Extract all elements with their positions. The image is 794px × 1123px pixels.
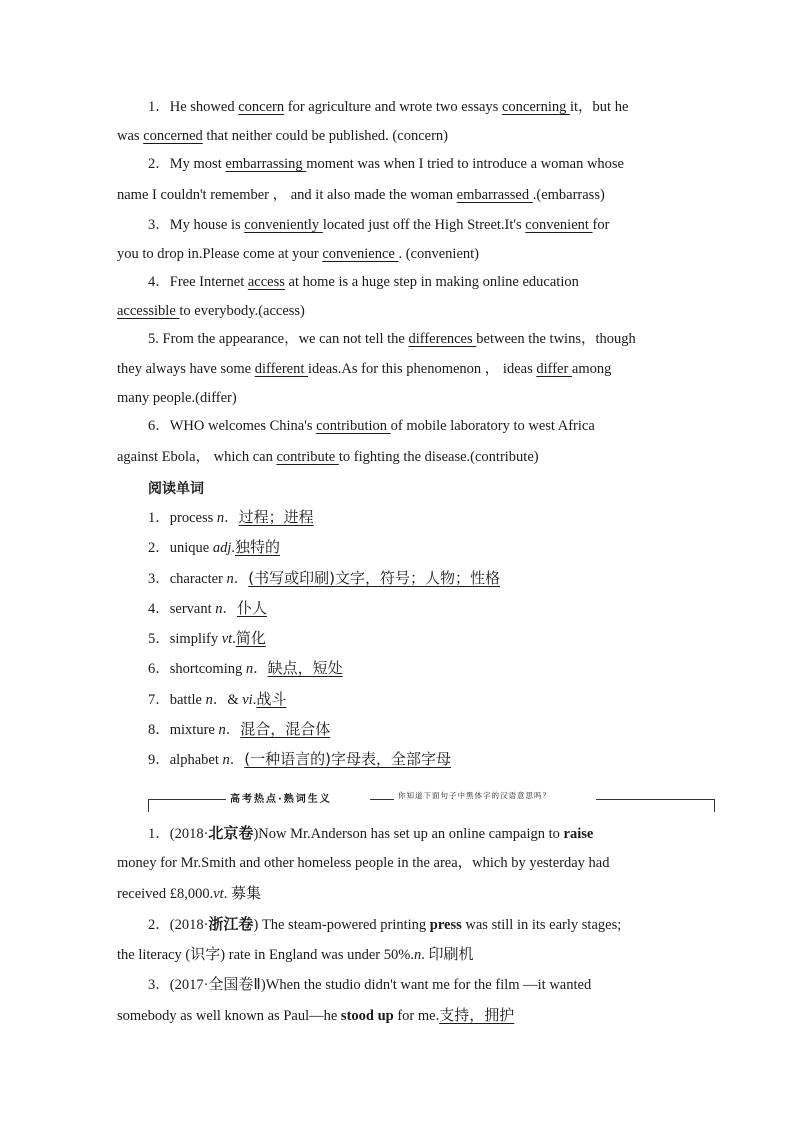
- hot-topic-banner: [148, 788, 714, 814]
- q2-line2: name I couldn't remember ， and it also made the woman embarrassed .(embarrass): [117, 187, 605, 203]
- vocab-sep: ．&: [212, 692, 243, 708]
- vocab-pos: n: [215, 601, 223, 617]
- s2-q2-line2: the literacy (识字) rate in England was under 50%.n. 印刷机: [117, 945, 474, 963]
- vocab-meaning: 独特的: [235, 538, 281, 556]
- answer-blank: different: [254, 361, 308, 377]
- banner-hint: 你知道下面句子中黑体字的汉语意思吗？: [398, 791, 551, 800]
- answer-blank: accessible: [117, 303, 180, 319]
- answer-blank: embarrassing: [225, 156, 307, 172]
- s2-q1-line1: 1．(2018·北京卷)Now Mr.Anderson has set up an online campaign to raise: [148, 824, 594, 842]
- answer-blank: conveniently: [244, 217, 323, 233]
- meaning: 印刷机: [428, 945, 474, 963]
- vocab-item: [148, 719, 330, 740]
- vocab-word: simplify: [169, 631, 222, 647]
- vocab-sep: ．: [253, 661, 268, 677]
- vocab-word: unique: [169, 540, 213, 556]
- vocab-pos: n: [216, 510, 225, 526]
- q6-line2: against Ebola， which can contribute to fighting the disease.(contribute): [117, 449, 539, 465]
- answer-blank: contribute: [276, 449, 339, 465]
- vocab-pos: n: [226, 571, 234, 587]
- vocab-word: shortcoming: [169, 661, 246, 677]
- vocab-number: 4．: [148, 601, 170, 617]
- banner-title: 高考热点·熟词生义: [230, 794, 332, 805]
- vocab-number: 8．: [148, 722, 170, 738]
- q4-line1: 4．Free Internet access at home is a huge step in making online education: [148, 274, 579, 290]
- banner-rule-left: [154, 799, 226, 800]
- vocab-item: [148, 628, 266, 649]
- s2-q1-line3: received £8,000.vt. 募集: [117, 884, 261, 902]
- vocab-pos: adj: [212, 540, 232, 556]
- vocab-sep: ．: [233, 571, 249, 587]
- banner-corner-left: [148, 799, 155, 812]
- source-label: 浙江卷: [208, 915, 254, 933]
- vocab-number: 2．: [148, 540, 170, 556]
- vocab-item: [148, 689, 286, 710]
- answer-blank: embarrassed: [456, 187, 533, 203]
- vocab-item: [148, 598, 267, 619]
- vocab-item: [148, 507, 314, 528]
- vocab-pos: n: [218, 722, 226, 738]
- answer-blank: access: [247, 274, 285, 290]
- s2-q3-line2: somebody as well known as Paul—he stood up for me.支持，拥护: [117, 1006, 515, 1024]
- vocab-meaning: 过程；进程: [238, 508, 314, 526]
- vocab-pos: vi: [242, 692, 253, 708]
- answer-blank: convenient: [525, 217, 593, 233]
- vocab-sep: .: [231, 540, 235, 556]
- vocab-sep: .: [252, 692, 257, 708]
- q6-line1: 6．WHO welcomes China's contribution of mobile laboratory to west Africa: [148, 418, 595, 434]
- vocab-sep: ．: [222, 601, 237, 617]
- q5-line2: they always have some different ideas.As for this phenomenon ， ideas differ among: [117, 361, 612, 377]
- answer-blank: concern: [238, 99, 285, 115]
- vocab-pos: vt: [221, 631, 233, 647]
- vocab-number: 6．: [148, 661, 170, 677]
- answer-blank: convenience: [322, 246, 399, 262]
- vocab-word: character: [169, 571, 227, 587]
- q5-line3: many people.(differ): [117, 390, 237, 406]
- vocab-sep: ．: [225, 722, 241, 738]
- q1-line1: 1．He showed concern for agriculture and wrote two essays concerning it，but he: [148, 99, 629, 115]
- q5-line1: 5. From the appearance，we can not tell the differences between the twins，though: [148, 331, 636, 347]
- vocab-sep: ．: [229, 752, 245, 768]
- q3-line1: 3．My house is conveniently located just off the High Street.It's convenient for: [148, 217, 610, 233]
- vocab-pos: n: [245, 661, 254, 677]
- vocab-item: [148, 658, 343, 679]
- vocab-meaning: (书写或印刷)文字，符号；人物；性格: [248, 569, 500, 587]
- vocab-item: [148, 568, 500, 589]
- keyword: raise: [563, 826, 594, 842]
- s2-q3-line1: 3．(2017·全国卷Ⅱ)When the studio didn't want me for the film —it wanted: [148, 975, 592, 993]
- vocab-pos: n: [222, 752, 230, 768]
- vocab-word: battle: [169, 692, 206, 708]
- answer-blank: contribution: [316, 418, 391, 434]
- source-label: 北京卷: [208, 824, 254, 842]
- answer-blank: differ: [536, 361, 572, 377]
- vocab-meaning: 战斗: [256, 690, 287, 708]
- answer-blank: concerned: [143, 128, 203, 144]
- answer-blank: concerning: [501, 99, 570, 115]
- banner-corner-right: [708, 799, 715, 812]
- vocab-word: alphabet: [169, 752, 223, 768]
- banner-rule-mid: [370, 799, 394, 800]
- s2-q1-line2: money for Mr.Smith and other homeless people in the area，which by yesterday had: [117, 855, 610, 871]
- vocab-pos: n: [205, 692, 213, 708]
- vocab-sep: .: [232, 631, 236, 647]
- answer-blank: differences: [408, 331, 477, 347]
- source-label: 全国卷Ⅱ: [208, 975, 261, 993]
- q4-line2: accessible to everybody.(access): [117, 303, 305, 319]
- vocab-meaning: 缺点，短处: [267, 659, 343, 677]
- s2-q2-line1: 2．(2018·浙江卷) The steam-powered printing press was still in its early stages;: [148, 915, 622, 933]
- vocab-number: 5．: [148, 631, 170, 647]
- keyword: stood up: [340, 1008, 394, 1024]
- vocab-meaning: 简化: [235, 629, 266, 647]
- meaning: 募集: [230, 884, 261, 902]
- vocab-number: 1．: [148, 510, 170, 526]
- vocab-item: [148, 537, 280, 558]
- keyword: press: [429, 917, 462, 933]
- reading-words-heading: 阅读单词: [148, 481, 204, 497]
- q2-line1: 2．My most embarrassing moment was when I tried to introduce a woman whose: [148, 156, 624, 172]
- vocab-sep: ．: [224, 510, 239, 526]
- vocab-item: [148, 749, 451, 770]
- vocab-word: mixture: [169, 722, 219, 738]
- q1-line2: was concerned that neither could be published. (concern): [117, 128, 448, 144]
- vocab-word: process: [169, 510, 217, 526]
- vocab-number: 7．: [148, 692, 170, 708]
- vocab-number: 3．: [148, 571, 170, 587]
- meaning: 支持，拥护: [439, 1006, 515, 1024]
- vocab-word: servant: [169, 601, 216, 617]
- q3-line2: you to drop in.Please come at your convenience . (convenient): [117, 246, 479, 262]
- vocab-meaning: 混合，混合体: [240, 720, 331, 738]
- vocab-number: 9．: [148, 752, 170, 768]
- banner-rule-right: [596, 799, 708, 800]
- vocab-meaning: 仆人: [237, 599, 268, 617]
- vocab-meaning: (一种语言的)字母表，全部字母: [244, 750, 451, 768]
